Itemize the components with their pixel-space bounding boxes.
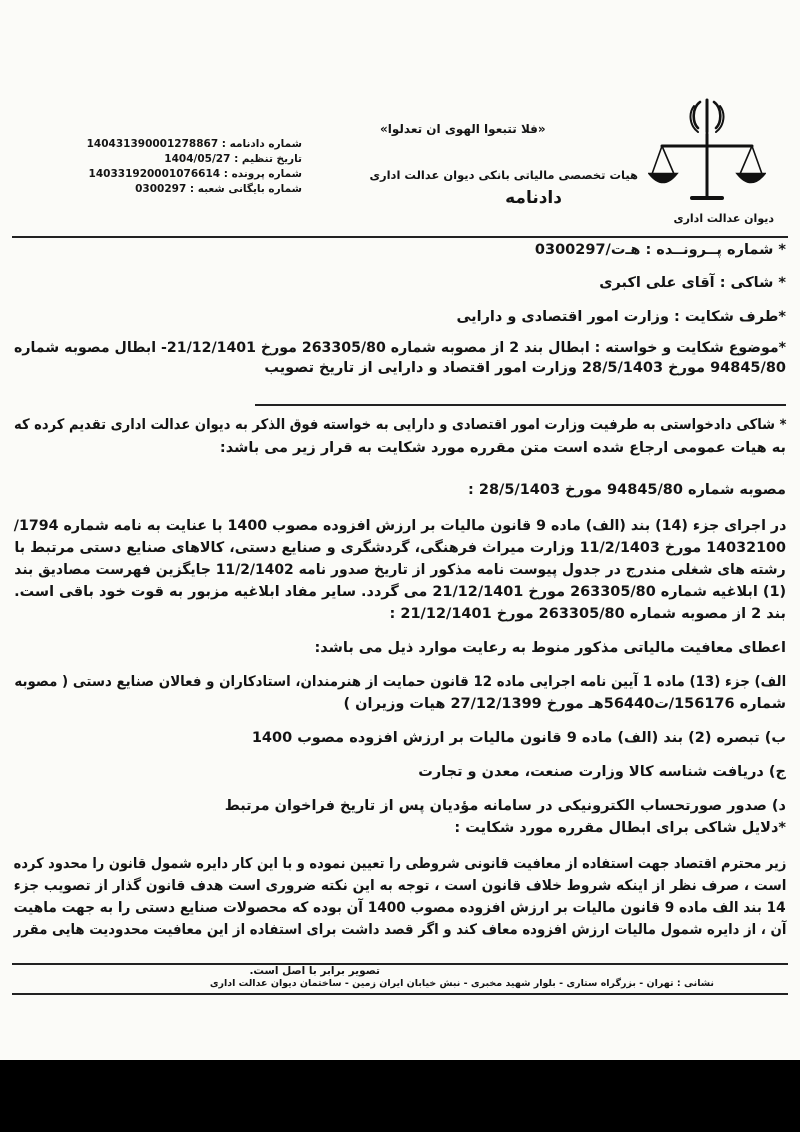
paragraph-line: اعطای معافیت مالیاتی مذکور منوط به رعایت موارد ذیل می باشد: (314, 640, 786, 656)
paragraph-line: 14 بند الف ماده 9 قانون مالیات بر ارزش افزوده مصوب 1400 آن بوده که محصولات صنایع دستی را به جهت ماهیت (13, 900, 786, 916)
list-item: د) صدور صورتحساب الکترونیکی در سامانه مؤدیان پس از تاریخ فراخوان مرتبط (224, 798, 786, 814)
meta-value: 1404/05/27 (164, 153, 231, 165)
quran-verse: «فلا تتبعوا الهوى ان تعدلوا» (380, 122, 546, 136)
footer-divider (12, 963, 788, 965)
meta-value: 140331920001076614 (88, 168, 221, 180)
paragraph-line: است ، صرف نظر از اینکه شروط خلاف قانون است ، توجه به این نکته ضروری است هدف قانون گذار از تصویب جزء (13, 878, 786, 894)
scales-of-justice-emblem-icon (648, 98, 766, 210)
meta-case-number (86, 138, 302, 150)
meta-archive-number (92, 183, 302, 195)
doc-title: دادنامه (505, 188, 562, 208)
regulation-heading: مصوبه شماره 94845/80 مورخ 28/5/1403 : (468, 482, 786, 498)
header-divider (12, 236, 788, 238)
paragraph-line: رشته های شغلی مندرج در جدول پیوست نامه مذکور از تاریخ صدور نامه 11/2/1402 جایگزین فهرست مصادیق بند (14, 562, 786, 578)
certified-note: تصویر برابر با اصل است. (249, 965, 380, 977)
meta-file-number (88, 168, 302, 180)
footer-bottom-divider (12, 993, 788, 995)
subject-line-1: *موضوع شکایت و خواسته : ابطال بند 2 از مصوبه شماره 263305/80 مورخ 21/12/1401- ابطال مصوبه شماره (13, 340, 786, 356)
emblem-caption: دیوان عدالت اداری (673, 212, 774, 225)
meta-block (86, 138, 302, 195)
meta-label: تاریخ تنظیم : (234, 153, 302, 165)
plaintiff-line: * شاکی : آقای علی اکبری (599, 275, 786, 291)
paragraph-line: (1) ابلاغیه شماره 263305/80 مورخ 21/12/1401 می گردد. سایر مفاد ابلاغیه مزبور به قوت خود باقی است. (13, 584, 786, 600)
list-item: ج) دریافت شناسه کالا وزارت صنعت، معدن و تجارت (418, 764, 786, 780)
meta-label: شماره پرونده : (223, 168, 302, 180)
meta-value: 140431390001278867 (86, 138, 219, 150)
paragraph-line: 14032100 مورخ 11/2/1403 وزارت میراث فرهنگی، گردشگری و صنایع دستی، کالاهای صنایع دستی مرتبط با (14, 540, 786, 556)
address: نشانی : تهران - بزرگراه ستاری - بلوار شهید مخبری - نبش خیابان ایران زمین - ساختمان دیوان عدالت اداری (209, 978, 714, 989)
meta-label: شماره دادنامه : (221, 138, 302, 150)
paragraph-line: به هیات عمومی ارجاع شده است متن مقرره مورد شکایت به قرار زیر می باشد: (219, 440, 786, 456)
list-item: ب) تبصره (2) بند (الف) ماده 9 قانون مالیات بر ارزش افزوده مصوب 1400 (251, 730, 786, 746)
list-item: شماره 156176/ت56440هـ مورخ 27/12/1399 هیات وزیران ) (343, 696, 786, 712)
case-number-line: * شماره پــرونــده : هـ‌ت/0300297 (534, 242, 786, 258)
list-item: الف) جزء (13) ماده 1 آیین نامه اجرایی ماده 12 قانون حمایت از هنرمندان، استادکاران و فعالان صنایع دستی ( مصوبه (14, 674, 786, 690)
meta-value: 0300297 (135, 183, 187, 195)
board-name: هیات تخصصی مالیاتی بانکی دیوان عدالت اداری (369, 168, 638, 182)
meta-date (92, 153, 302, 165)
paragraph-line: در اجرای جزء (14) بند (الف) ماده 9 قانون مالیات بر ارزش افزوده مصوب 1400 با عنایت به نامه شماره 1794/ (13, 518, 786, 534)
paragraph-line: زیر محترم اقتصاد جهت استفاده از معافیت قانونی شروطی را تعیین نموده و با این کار دایره شمول قانون را محدود کرده (13, 856, 786, 872)
section-divider (255, 404, 786, 406)
respondent-line: *طرف شکایت : وزارت امور اقتصادی و دارایی (456, 309, 786, 325)
meta-label: شماره بایگانی شعبه : (189, 183, 302, 195)
clause-heading: بند 2 از مصوبه شماره 263305/80 مورخ 21/12/1401 : (389, 606, 786, 622)
subject-line-2: 94845/80 مورخ 28/5/1403 وزارت امور اقتصاد و دارایی از تاریخ تصویب (264, 360, 786, 376)
section-heading: *دلایل شاکی برای ابطال مقرره مورد شکایت : (454, 820, 786, 836)
paragraph-line: آن ، از دایره شمول مالیات ارزش افزوده معاف کند و اگر قصد داشت برای استفاده از این معافیت محدودیت هایی مقرر (13, 922, 786, 938)
paragraph-line: * شاکی دادخواستی به طرفیت وزارت امور اقتصادی و دارایی به خواسته فوق الذکر به دیوان عدالت اداری تقدیم کرده که (13, 417, 786, 433)
